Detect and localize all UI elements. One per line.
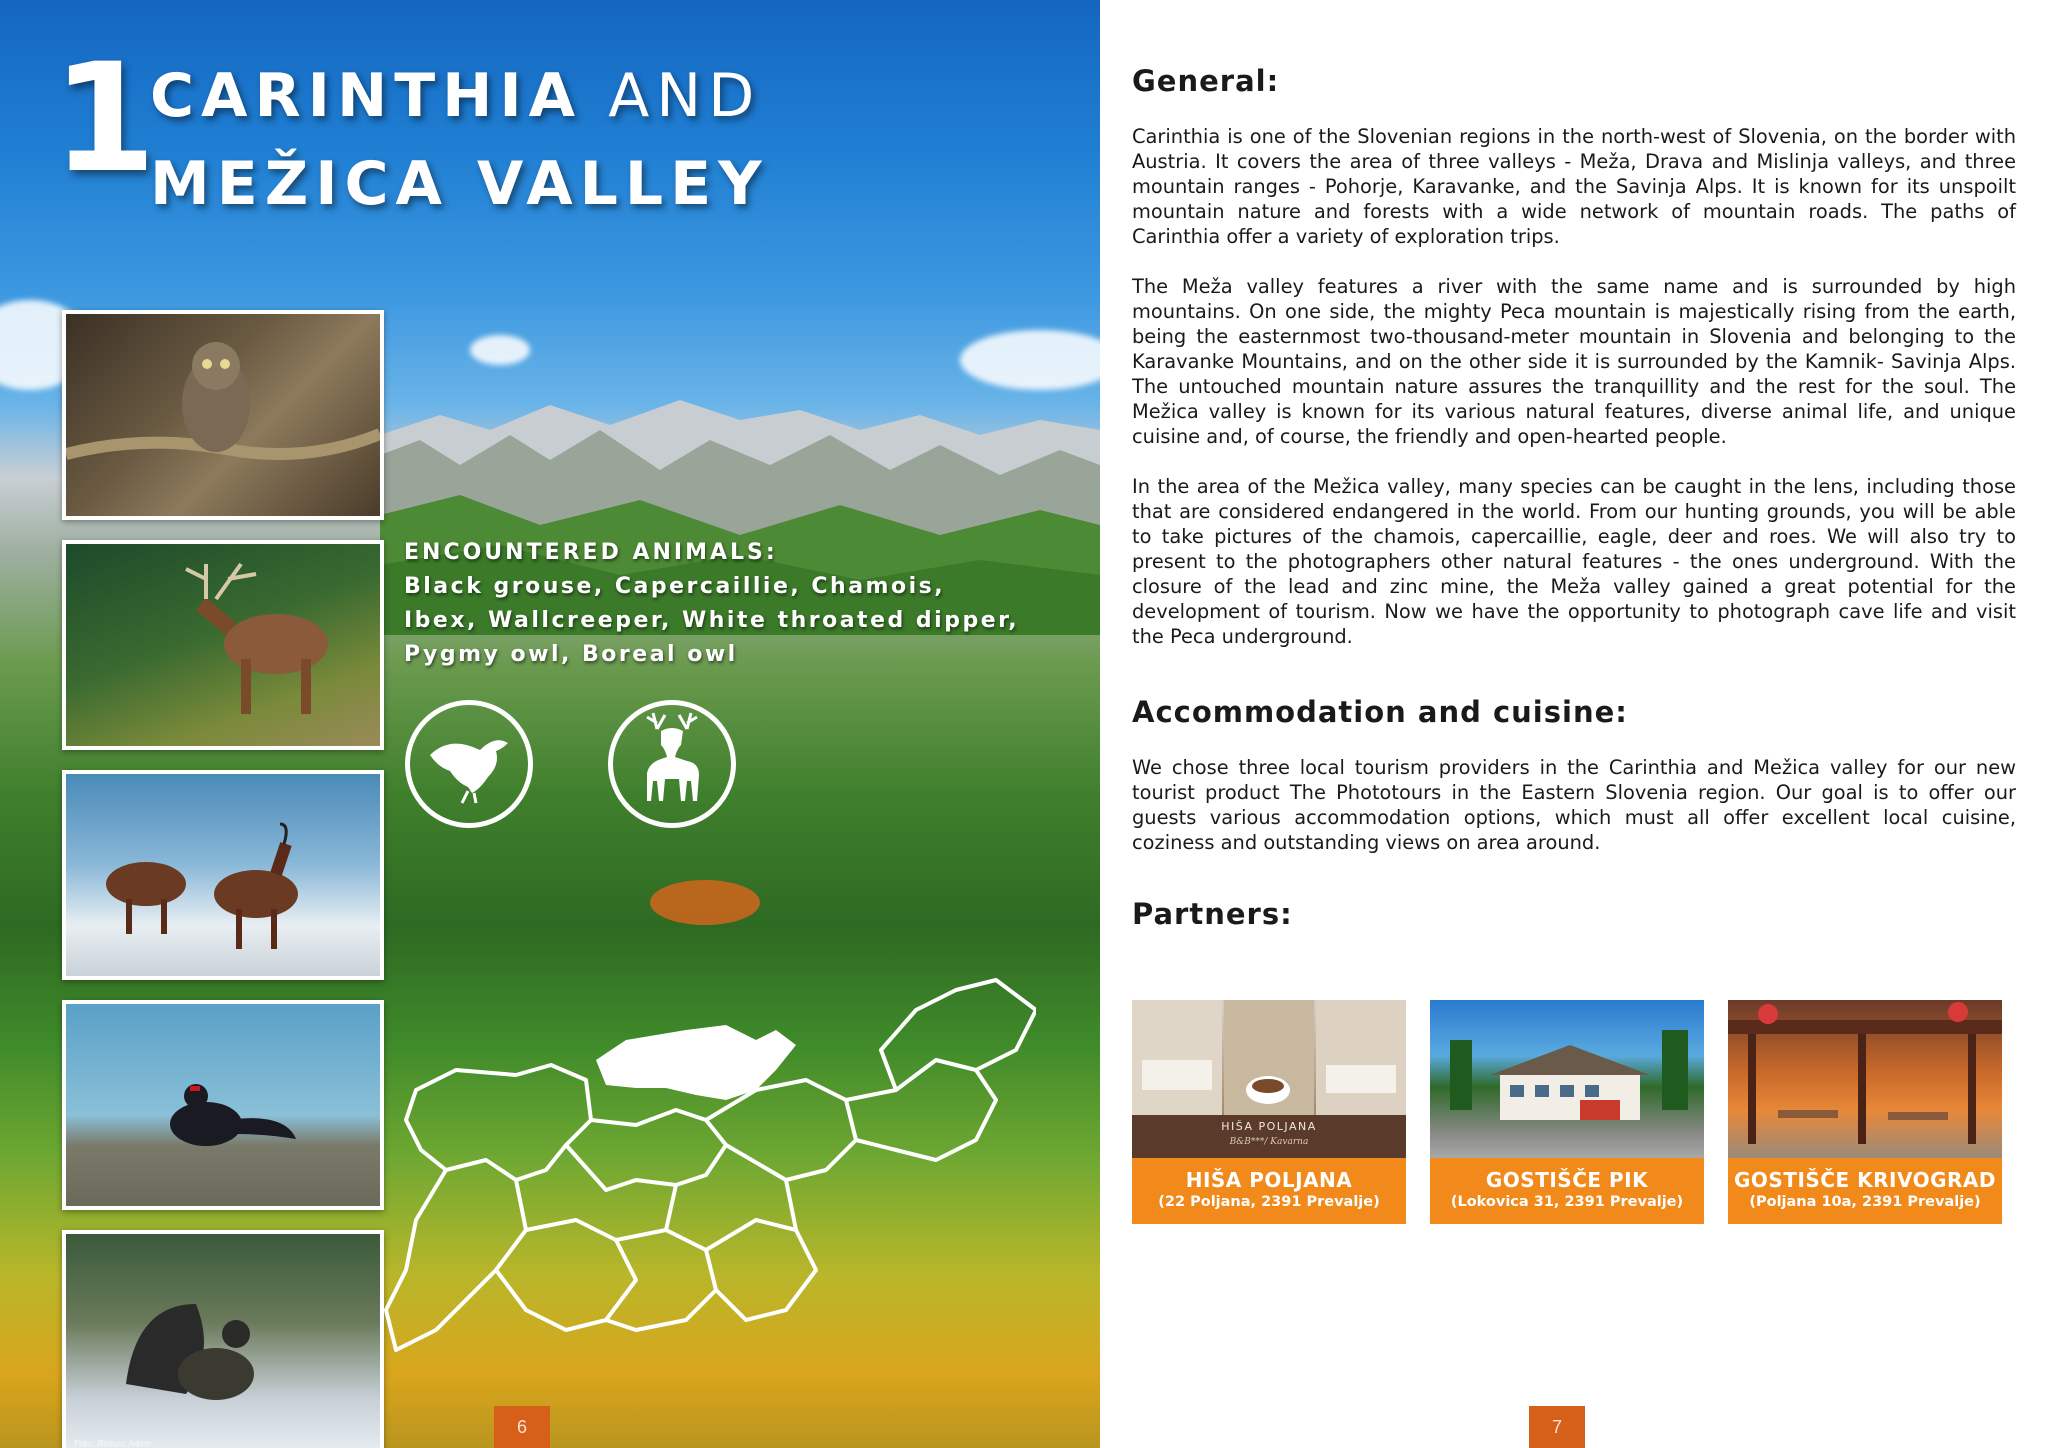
deer-icon <box>613 705 731 823</box>
page-number-left: 6 <box>494 1406 550 1448</box>
stag-icon <box>66 544 380 746</box>
animals-line: Ibex, Wallcreeper, White throated dipper, <box>404 608 1020 633</box>
deer-badge <box>608 700 736 828</box>
partner-photo <box>1728 1000 2002 1158</box>
partner-name: HIŠA POLJANA <box>1185 1168 1353 1192</box>
partner-address: (22 Poljana, 2391 Prevalje) <box>1158 1194 1380 1210</box>
black-grouse-photo <box>62 1000 384 1210</box>
text-content <box>1132 64 2016 957</box>
photo-credit: Foto: Roman Adam <box>74 1439 152 1448</box>
terrace-icon <box>1728 1000 2002 1158</box>
chamois-photo <box>62 770 384 980</box>
page-number-right: 7 <box>1529 1406 1585 1448</box>
title-line-1 <box>150 52 769 140</box>
title-bold-line: MEŽICA VALLEY <box>150 149 769 219</box>
partner-address: (Poljana 10a, 2391 Prevalje) <box>1749 1194 1981 1210</box>
page-title <box>150 52 769 228</box>
wildlife-photo-strip <box>62 310 384 1448</box>
partner-address: (Lokovica 31, 2391 Prevalje) <box>1450 1194 1684 1210</box>
orange-field <box>650 880 760 925</box>
partner-photo <box>1132 1000 1406 1158</box>
general-paragraph: In the area of the Mežica valley, many species can be caught in the lens, including those that are considered endangered in the world. From our hunting grounds, you will be able to take pictures of the chamois, capercaillie, eagle, deer and roes. We will also try to present to the photographers other natural features - the ones underground. With the closure of the lead and zinc mine, the Meža valley gained a great potential for the development of tourism. Now we have the opportunity to photograph cave life and visit the Peca underground. <box>1132 475 2016 648</box>
partner-photo <box>1430 1000 1704 1158</box>
general-paragraph: The Meža valley features a river with the same name and is surrounded by high mountains. On one side, the mighty Peca mountain is majestically rising from the earth, being the easternmost two-thousand-meter mountain in Slovenia and belonging to the Karavanke Mountains, and on the other side it is surrounded by the Kamnik- Savinja Alps. The untouched mountain nature assures the tranquillity and the rest for the soul. The Mežica valley is known for its various natural features, diverse animal life, and unique cuisine and, of course, the friendly and open-hearted people. <box>1132 275 2016 448</box>
owl-photo <box>62 310 384 520</box>
slovenia-region-map <box>376 970 1036 1390</box>
owl-icon <box>66 314 380 516</box>
animals-heading: ENCOUNTERED ANIMALS: <box>404 540 778 565</box>
eagle-badge <box>405 700 533 828</box>
cloud <box>960 330 1100 390</box>
right-page <box>1100 0 2048 1448</box>
partner-label <box>1430 1158 1704 1224</box>
title-light-word: AND <box>582 61 762 131</box>
accommodation-paragraph: We chose three local tourism providers in the Carinthia and Mežica valley for our new tourist product The Phototours in the Eastern Slovenia region. Our goal is to offer our guests various accommodation options, which must all offer excellent local cuisine, coziness and outstanding views on area around. <box>1132 756 2016 854</box>
partner-sign-subtitle: B&B***/ Kavarna <box>1229 1137 1309 1147</box>
chapter-number: 1 <box>52 32 157 206</box>
animals-line: Black grouse, Capercaillie, Chamois, <box>404 574 946 599</box>
encountered-animals <box>404 536 1020 672</box>
title-line-2 <box>150 140 769 228</box>
eagle-icon <box>410 705 528 823</box>
partners-heading: Partners: <box>1132 897 1293 931</box>
grouse-icon <box>66 1004 380 1206</box>
title-bold-word: CARINTHIA <box>150 61 583 131</box>
partner-label <box>1132 1158 1406 1224</box>
partner-sign-title: HIŠA POLJANA <box>1221 1120 1317 1133</box>
cloud <box>470 335 530 365</box>
partner-name: GOSTIŠČE PIK <box>1485 1168 1649 1192</box>
accommodation-heading: Accommodation and cuisine: <box>1132 695 1628 729</box>
general-heading: General: <box>1132 64 1280 98</box>
red-deer-photo <box>62 540 384 750</box>
capercaillie-photo <box>62 1230 384 1448</box>
partner-card-hisa-poljana[interactable] <box>1132 1000 1406 1224</box>
room-collage-icon <box>1132 1000 1406 1158</box>
guesthouse-icon <box>1430 1000 1704 1158</box>
capercaillie-icon <box>66 1234 380 1448</box>
partner-label <box>1728 1158 2002 1224</box>
chamois-icon <box>66 774 380 976</box>
partner-card-gostisce-krivograd[interactable] <box>1728 1000 2002 1224</box>
animals-line: Pygmy owl, Boreal owl <box>404 642 738 667</box>
partners-list <box>1132 1000 2016 1226</box>
partner-name: GOSTIŠČE KRIVOGRAD <box>1734 1168 1996 1192</box>
general-paragraph: Carinthia is one of the Slovenian regions in the north-west of Slovenia, on the border with Austria. It covers the area of three valleys - Meža, Drava and Mislinja valleys, and three mountain ranges - Pohorje, Karavanke, and the Savinja Alps. It is known for its unspoilt mountain nature and forests with a wide network of mountain roads. The paths of Carinthia offer a variety of exploration trips. <box>1132 125 2016 248</box>
partner-card-gostisce-pik[interactable] <box>1430 1000 1704 1224</box>
